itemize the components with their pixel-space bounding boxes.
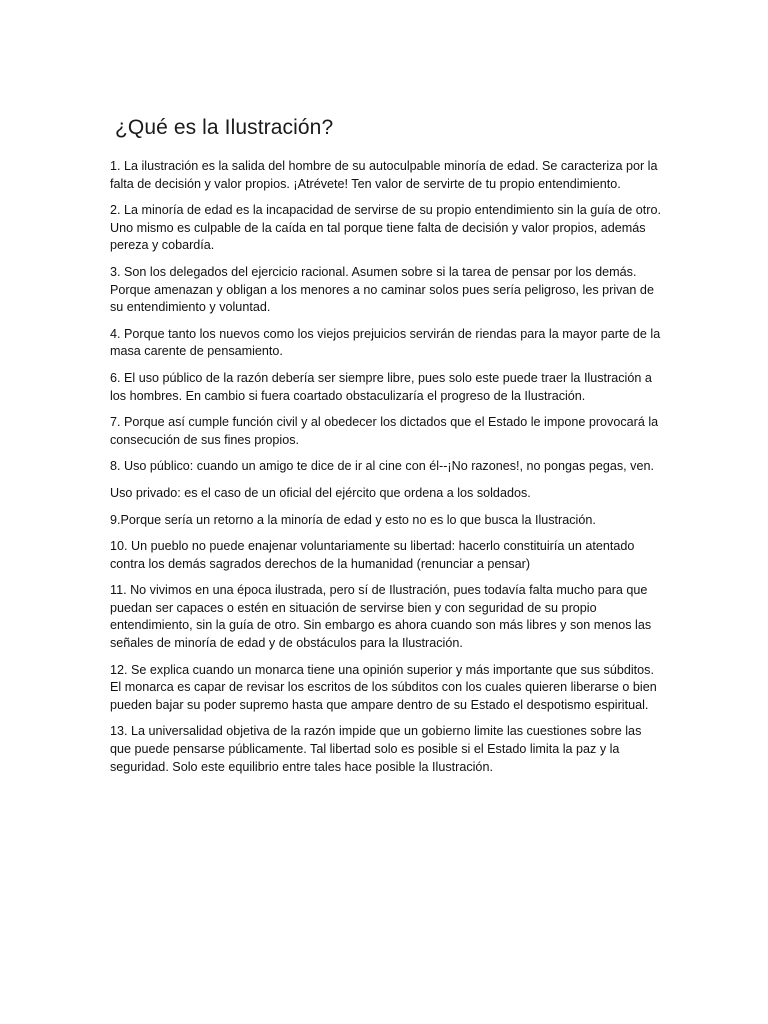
paragraph: 6. El uso público de la razón debería ser siempre libre, pues solo este puede traer la Ilustración a los hombres. En cambio si fuera coartado obstaculizaría el progreso de la Ilustración. (110, 370, 652, 403)
paragraph: 4. Porque tanto los nuevos como los viejos prejuicios servirán de riendas para la mayor parte de la masa carente de pensamiento. (110, 326, 661, 359)
paragraph: 7. Porque así cumple función civil y al obedecer los dictados que el Estado le impone provocará la consecución de sus fines propios. (110, 415, 659, 447)
paragraph: 8. Uso público: cuando un amigo te dice de ir al cine con él--¡No razones!, no pongas pegas, ven. (110, 459, 654, 474)
paragraph: 13. La universalidad objetiva de la razón impide que un gobierno limite las cuestiones sobre las que puede pensarse públicamente. Tal libertad solo es posible si el Estado limita la paz y la seguridad. Solo este equilibrio entre tales hace posible la Ilustración. (110, 724, 642, 774)
paragraph: 11. No vivimos en una época ilustrada, pero sí de Ilustración, pues todavía falta mucho para que puedan ser capaces o estén en situación de servirse bien y con seguridad de su propio entendimiento, sin la guía de otro. Sin embargo es ahora cuando son más libres y son menos las señales de minoría de edad y de obstáculos para la Ilustración. (110, 583, 652, 651)
paragraph: 10. Un pueblo no puede enajenar voluntariamente su libertad: hacerlo constituiría un atentado contra los demás sagrados derechos de la humanidad (renunciar a pensar) (110, 539, 635, 571)
paragraph: 1. La ilustración es la salida del hombre de su autoculpable minoría de edad. Se caracteriza por la falta de decisión y valor propios. ¡Atrévete! Ten valor de servirte de tu propio entendimiento. (110, 159, 658, 191)
paragraph: 2. La minoría de edad es la incapacidad de servirse de su propio entendimiento sin la guía de otro. Uno mismo es culpable de la caída en tal porque tiene falta de decisión y valor propios, además pereza y cobardía. (110, 203, 661, 253)
document-body (110, 158, 662, 785)
paragraph: 3. Son los delegados del ejercicio racional. Asumen sobre si la tarea de pensar por los demás. Porque amenazan y obligan a los menores a no caminar solos pues sería peligroso, les privan de su entendimiento y voluntad. (110, 264, 654, 315)
document-title: ¿Qué es la Ilustración? (115, 116, 334, 139)
paragraph: 12. Se explica cuando un monarca tiene una opinión superior y más importante que sus súbditos. El monarca es capar de revisar los escritos de los súbditos con los cuales quieren liberarse o bien pueden bajar su poder supremo hasta que ampare dentro de su Estado el despotismo espiritual. (110, 662, 657, 712)
paragraph: Uso privado: es el caso de un oficial del ejército que ordena a los soldados. (110, 485, 531, 500)
paragraph: 9.Porque sería un retorno a la minoría de edad y esto no es lo que busca la Ilustración. (110, 512, 596, 527)
